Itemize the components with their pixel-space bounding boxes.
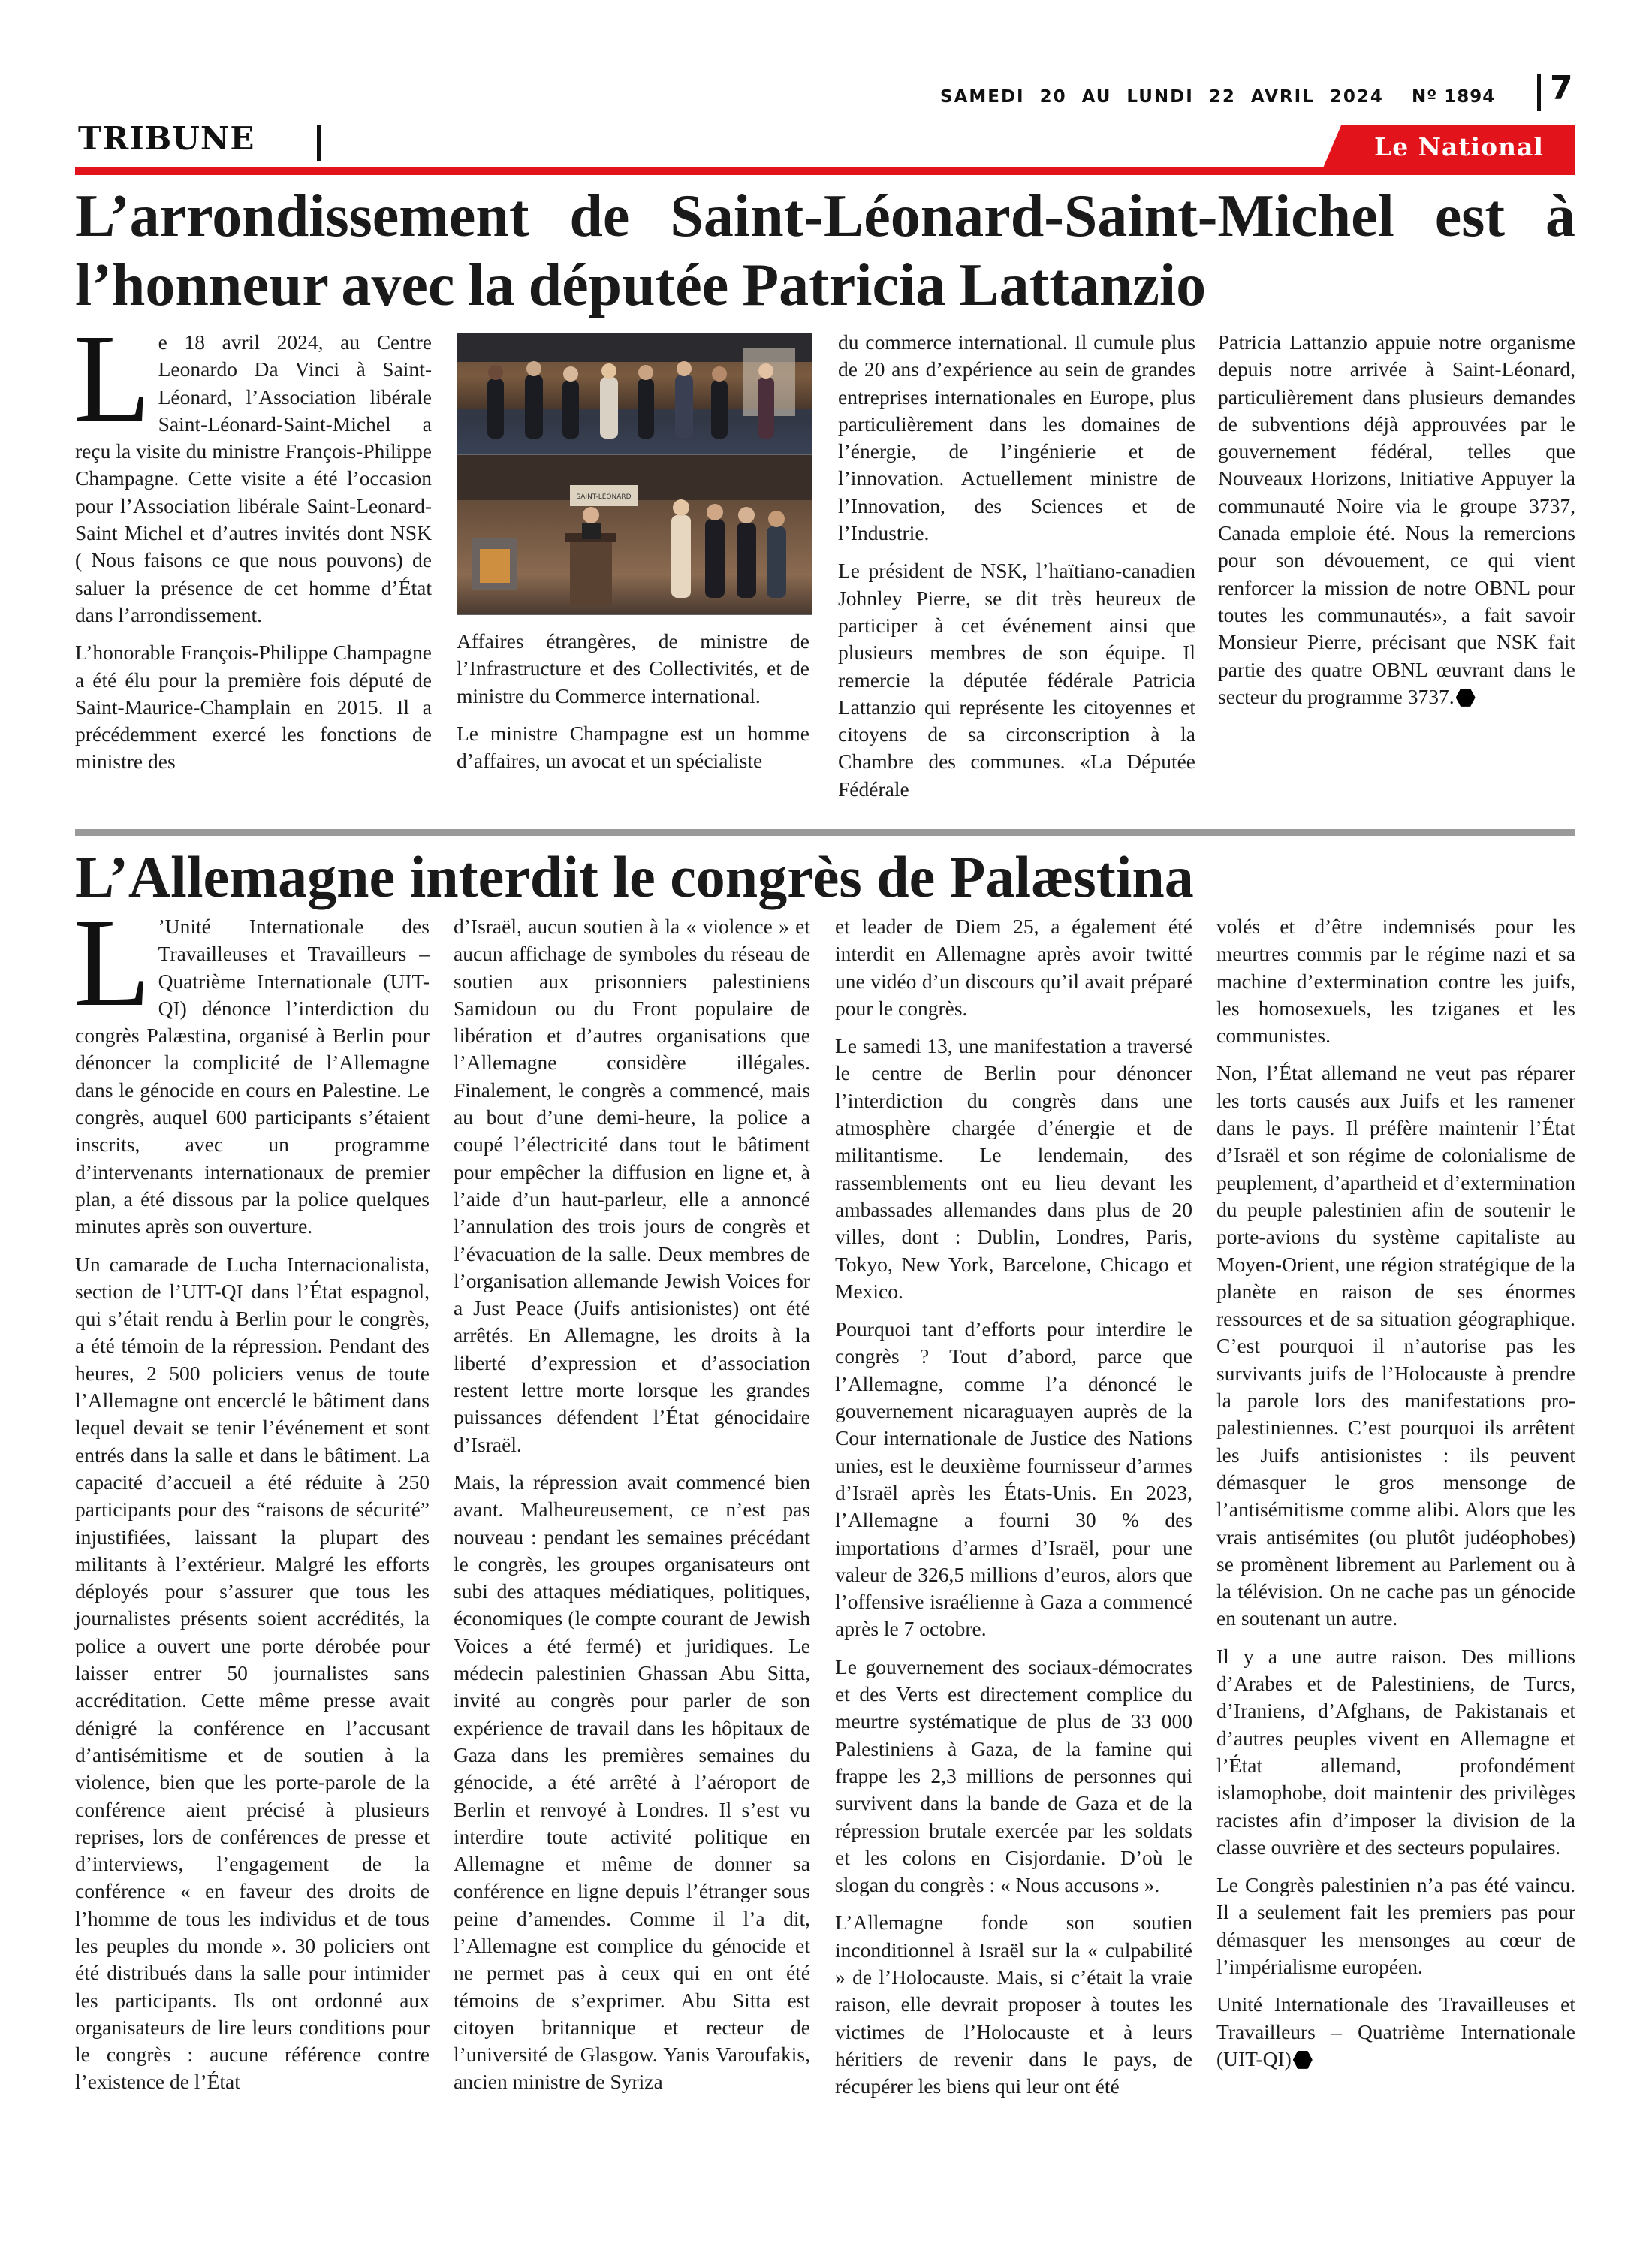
article2-paragraph: et leader de Diem 25, a également été interdit en Allemagne après avoir twitté une vidéo d’un discours qu’il avait préparé pour le congrès.: [835, 915, 1192, 1020]
article1-paragraph: du commerce international. Il cumule plus de 20 ans d’expérience au sein de grandes entreprises internationales en Europe, plus particulièrement dans les domaines de l’énergie, de l’ingénierie et de l’innovation. Actuellement ministre de l’Innovation, des Sciences et de l’Industrie.: [838, 330, 1195, 545]
article2-paragraph: L’Allemagne fonde son soutien inconditionnel à Israël sur la « culpabilité » de l’Holocauste. Mais, si c’était la vraie raison, elle devrait proposer à toutes les victimes de l’Holocauste et à leurs héritiers de revenir dans le pays, de récupérer les biens qui leur ont été: [835, 1911, 1192, 2098]
article1-paragraph: Le ministre Champagne est un homme d’affaires, un avocat et un spécialiste: [457, 721, 809, 773]
header-rule: [75, 167, 1575, 175]
article1-column-4: [1218, 329, 1575, 721]
brand-name: Le National: [1374, 132, 1544, 161]
article2-column-4: [1216, 913, 1575, 2083]
article1-paragraph: e 18 avril 2024, au Centre Leonardo Da Vinci à Saint-Léonard, l’Association libérale Saint-Léonard-Saint-Michel a reçu la visite du ministre François-Philippe Champagne. Cette visite a été l’occasion pour l’Association libérale Saint-Leonard-Saint Michel et d’autres invités dont NSK ( Nous faisons ce que nous pouvons) de saluer la présence de cet homme d’État dans l’arrondissement.: [75, 330, 432, 626]
article2-headline: L’Allemagne interdit le congrès de Palæstina: [75, 844, 1194, 909]
issue-date: SAMEDI 20 AU LUNDI 22 AVRIL 2024: [940, 87, 1384, 107]
article2-paragraph: Mais, la répression avait commencé bien avant. Malheureusement, ce n’est pas nouveau : pendant les semaines précédant le congrès, les groupes organisateurs ont subi des attaques médiatiques, politiques, économiques (le compte courant de Jewish Voices a été fermé) et juridiques. Le médecin palestinien Ghassan Abu Sitta, invité au congrès pour parler de son expérience de travail dans les hôpitaux de Gaza dans les premières semaines du génocide, a été arrêté à l’aéroport de Berlin et renvoyé à Londres. Il s’est vu interdire toute activité politique en Allemagne et même de donner sa conférence en ligne depuis l’étranger sous peine d’amendes. Comme il l’a dit, l’Allemagne est complice du génocide et ne permet pas à ceux qui en ont été témoins de s’exprimer. Abu Sitta est citoyen britannique et recteur de l’université de Glasgow. Yanis Varoufakis, ancien ministre de Syriza: [454, 1470, 810, 2094]
article1-headline-line2: l’honneur avec la députée Patricia Lattanzio: [75, 252, 1207, 318]
article2-paragraph: Non, l’État allemand ne veut pas réparer les torts causés aux Juifs et les ramener dans le pays. Il préfère maintenir l’État d’Israël et son régime de colonialisme de peuplement, d’apartheid et d’extermination du peuple palestinien afin de soutenir le porte-avions du système capitaliste au Moyen-Orient, une région stratégique de la planète en raison de ses énormes ressources et de sa situation géographique. C’est pourquoi il n’autorise pas les survivants juifs de l’Holocauste à prendre la parole lors des manifestations pro-palestiniennes. C’est pourquoi ils arrêtent les Juifs antisionistes : ils peuvent démasquer le gros mensonge de l’antisémitisme comme alibi. Alors que les vrais antisémites (ou plutôt judéophobes) se promènent librement au Parlement ou à la télévision. On ne cache pas un génocide en soutenant un autre.: [1216, 1061, 1575, 1630]
article2-paragraph: Un camarade de Lucha Internacionalista, section de l’UIT-QI dans l’État espagnol, qui s’était rendu à Berlin pour le congrès, a été témoin de la répression. Pendant des heures, 2 500 policiers venus de toute l’Allemagne ont encerclé le bâtiment dans lequel devait se tenir l’événement et sont entrés dans la salle et dans le bâtiment. La capacité d’accueil a été réduite à 250 participants pour des “raisons de sécurité” injustifiées, laissant la plupart des militants à l’extérieur. Malgré les efforts déployés pour s’assurer que tous les journalistes présents soient accrédités, la police a ouvert une porte dérobée pour laisser entrer 50 journalistes sans accréditation. Cette même presse avait dénigré la conférence en l’accusant d’antisémitisme et de soutien à la violence, bien que les porte-parole de la conférence aient précisé à plusieurs reprises, lors de conférences de presse et d’interviews, l’engagement de la conférence « en faveur des droits de l’homme de tous les individus et de tous les peuples du monde ». 30 policiers ont été distribués dans la salle pour intimider les participants. Ils ont ordonné aux organisateurs de lire leurs conditions pour le congrès : aucune référence contre l’existence de l’État: [75, 1252, 430, 2094]
article2-paragraph: Il y a une autre raison. Des millions d’Arabes et de Palestiniens, de Turcs, d’Iraniens, d’Afghans, de Pakistanais et d’autres peuples vivent en Allemagne et l’État allemand, profondément islamophobe, doit maintenir des privilèges racistes afin d’imposer la division de la classe ouvrière et des secteurs populaires.: [1216, 1644, 1575, 1859]
section-label: TRIBUNE: [78, 120, 255, 157]
event-photo-group: [457, 333, 812, 454]
article1-headline-line1: L’arrondissement de Saint-Léonard-Saint-Michel est à: [75, 183, 1575, 249]
article-end-mark: [1293, 2051, 1313, 2069]
issue-number: Nº 1894: [1412, 87, 1496, 107]
article1-paragraph: Affaires étrangères, de ministre de l’Infrastructure et des Collectivités, et de ministre du Commerce international.: [457, 629, 809, 707]
article2-column-1: [74, 893, 430, 2107]
article2-column-3: [835, 913, 1192, 2110]
article1-photo-collage: [457, 333, 812, 614]
article2-paragraph: volés et d’être indemnisés pour les meurtres commis par le régime nazi et sa machine d’extermination contre les juifs, les homosexuels, les tziganes et les communistes.: [1216, 915, 1575, 1048]
article2-signature: Unité Internationale des Travailleuses et Travailleurs – Quatrième Internationale (UIT-QI): [1216, 1992, 1575, 2071]
article1-column-3: [838, 329, 1195, 813]
article2-paragraph: Le Congrès palestinien n’a pas été vaincu. Il a seulement fait les premiers pas pour démasquer les mensonges au cœur de l’impérialisme européen.: [1216, 1873, 1575, 1978]
article1-drop-cap: L: [74, 309, 151, 448]
podium-photo-illustration: [457, 455, 812, 614]
section-label-divider: [317, 125, 321, 161]
article2-paragraph: ’Unité Internationale des Travailleuses et Travailleurs – Quatrième Internationale (UIT-QI) dénonce l’interdiction du congrès Palæstina, organisé à Berlin pour dénoncer la complicité de l’Allemagne dans le génocide en cours en Palestine. Le congrès, auquel 600 participants s’étaient inscrits, avec un programme d’intervenants internationaux de premier plan, a été dissous par la police quelques minutes après son ouverture.: [75, 915, 430, 1238]
article1-paragraph: L’honorable François-Philippe Champagne a été élu pour la première fois député de Saint-Maurice-Champlain en 2015. Il a précédemment exercé les fonctions de ministre des: [75, 641, 432, 774]
article2-paragraph: d’Israël, aucun soutien à la « violence » et aucun affichage de symboles du réseau de soutien aux prisonniers palestiniens Samidoun ou du Front populaire de libération et d’autres organisations que l’Allemagne considère illégales. Finalement, le congrès a commencé, mais au bout d’une demi-heure, la police a coupé l’électricité dans tout le bâtiment pour empêcher la diffusion en ligne et, à l’aide d’un haut-parleur, elle a annoncé l’annulation des trois jours de congrès et l’évacuation de la salle. Deux membres de l’organisation allemande Jewish Voices for a Just Peace (Juifs antisionistes) ont été arrêtés. En Allemagne, les droits à la liberté d’expression et d’association restent lettre morte lorsque les grandes puissances défendent l’État génocidaire d’Israël.: [454, 915, 810, 1456]
page-number-divider: [1537, 74, 1541, 111]
article2-paragraph: Pourquoi tant d’efforts pour interdire le congrès ? Tout d’abord, parce que l’Allemagne, comme l’a dénoncé le gouvernement nicaraguayen auprès de la Cour internationale de Justice des Nations unies, est le deuxième fournisseur d’armes d’Israël après les États-Unis. En 2023, l’Allemagne a fourni 30 % des importations d’armes d’Israël, pour une valeur de 326,5 millions d’euros, alors que l’offensive israélienne à Gaza a commencé après le 7 octobre.: [835, 1317, 1192, 1641]
article1-paragraph: Patricia Lattanzio appuie notre organisme depuis notre arrivée à Saint-Léonard, particulièrement dans plusieurs demandes de subventions déjà approuvées par le gouvernement fédéral, telles que Nouveaux Horizons, Initiative Appuyer la communauté Noire via le groupe 3737, Canada emploie été. Nous la remercions pour son dévouement, ce qui vient renforcer la mission de notre OBNL pour toutes les communautés», a fait savoir Monsieur Pierre, précisant que NSK fait partie des quatre OBNL œuvrant dans le secteur du programme 3737.: [1218, 330, 1575, 708]
article2-paragraph: Le samedi 13, une manifestation a traversé le centre de Berlin pour dénoncer l’interdiction du congrès dans une atmosphère chargée d’énergie et de militantisme. Le lendemain, des rassemblements ont eu lieu devant les ambassades allemandes dans plus de 20 villes, dont : Dublin, Londres, Paris, Tokyo, New York, Barcelone, Chicago et Mexico.: [835, 1034, 1192, 1303]
article-separator: [75, 829, 1575, 836]
group-photo-illustration: [457, 333, 812, 454]
article2-paragraph: Le gouvernement des sociaux-démocrates et des Verts est directement complice du meurtre systématique de plus de 33 000 Palestiniens à Gaza, de la famine qui frappe les 2,3 millions de personnes qui survivent dans la bande de Gaza et de la répression brutale exercée par les soldats et les colons en Cisjordanie. D’où le slogan du congrès : « Nous accusons ».: [835, 1654, 1192, 1897]
article2-drop-cap: L: [74, 893, 151, 1033]
article1-column-1: [74, 309, 432, 786]
page-number: 7: [1550, 69, 1573, 107]
podium-sign-text: SAINT-LÉONARD: [576, 493, 632, 501]
article-end-mark: [1456, 689, 1476, 707]
article1-column-2: [457, 628, 809, 785]
article1-paragraph: Le président de NSK, l’haïtiano-canadien Johnley Pierre, se dit très heureux de participer à cet événement ainsi que plusieurs membres de son équipe. Il remercie la députée fédérale Patricia Lattanzio qui représente les citoyennes et citoyens de sa circonscription à la Chambre des communes. «La Députée Fédérale: [838, 559, 1195, 801]
article2-column-2: [454, 913, 810, 2107]
event-photo-podium: [457, 454, 812, 615]
